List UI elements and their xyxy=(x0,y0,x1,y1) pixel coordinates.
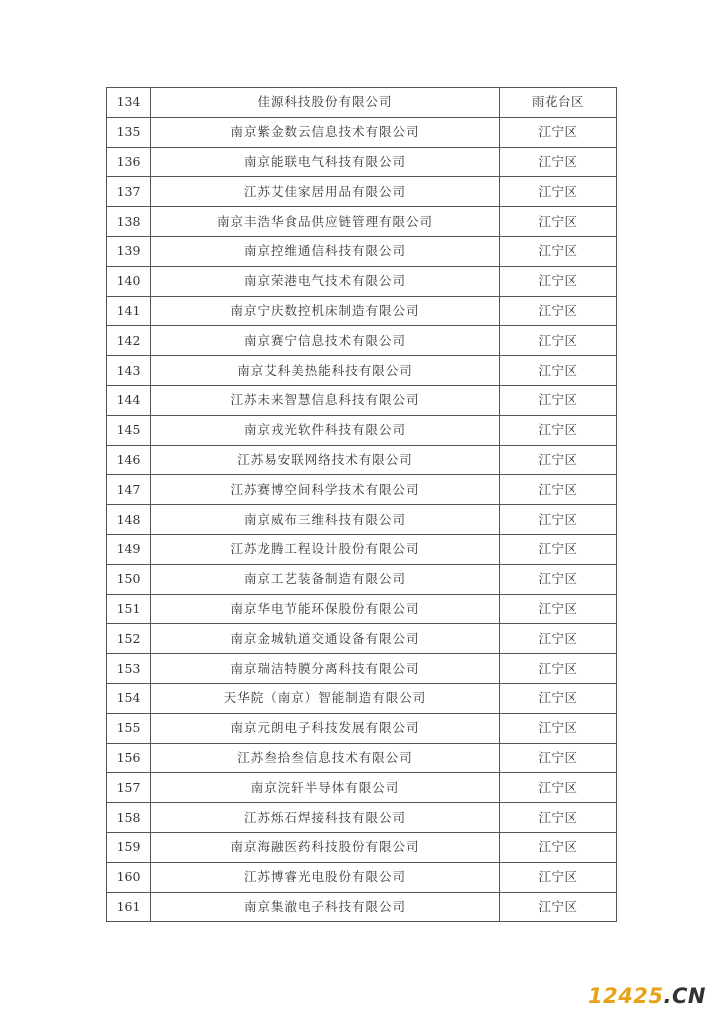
table-row xyxy=(107,594,617,624)
row-number-cell: 159 xyxy=(107,832,151,862)
table-row xyxy=(107,356,617,386)
company-name-cell: 南京艾科美热能科技有限公司 xyxy=(151,356,500,386)
row-number-cell: 149 xyxy=(107,534,151,564)
table-row xyxy=(107,743,617,773)
row-number-cell: 146 xyxy=(107,445,151,475)
company-name-cell: 南京元朗电子科技发展有限公司 xyxy=(151,713,500,743)
company-name-cell: 南京华电节能环保股份有限公司 xyxy=(151,594,500,624)
company-name-cell: 南京集澈电子科技有限公司 xyxy=(151,892,500,922)
district-cell: 江宁区 xyxy=(500,743,617,773)
district-cell: 江宁区 xyxy=(500,534,617,564)
table-row xyxy=(107,475,617,505)
district-cell: 江宁区 xyxy=(500,326,617,356)
district-cell: 江宁区 xyxy=(500,207,617,237)
company-name-cell: 南京荣港电气技术有限公司 xyxy=(151,266,500,296)
table-row xyxy=(107,564,617,594)
row-number-cell: 140 xyxy=(107,266,151,296)
table-row xyxy=(107,773,617,803)
district-cell: 江宁区 xyxy=(500,803,617,833)
row-number-cell: 144 xyxy=(107,385,151,415)
company-name-cell: 江苏艾佳家居用品有限公司 xyxy=(151,177,500,207)
district-cell: 江宁区 xyxy=(500,445,617,475)
district-cell: 江宁区 xyxy=(500,117,617,147)
company-name-cell: 南京控维通信科技有限公司 xyxy=(151,236,500,266)
district-cell: 江宁区 xyxy=(500,296,617,326)
row-number-cell: 147 xyxy=(107,475,151,505)
table-row xyxy=(107,862,617,892)
company-name-cell: 南京金城轨道交通设备有限公司 xyxy=(151,624,500,654)
table-row xyxy=(107,803,617,833)
company-list-table xyxy=(106,87,617,922)
company-name-cell: 江苏易安联网络技术有限公司 xyxy=(151,445,500,475)
company-name-cell: 江苏赛博空间科学技术有限公司 xyxy=(151,475,500,505)
watermark-digits: 12425 xyxy=(587,984,664,1008)
company-name-cell: 江苏烁石焊接科技有限公司 xyxy=(151,803,500,833)
district-cell: 江宁区 xyxy=(500,385,617,415)
row-number-cell: 156 xyxy=(107,743,151,773)
row-number-cell: 150 xyxy=(107,564,151,594)
table-row xyxy=(107,117,617,147)
site-watermark-logo xyxy=(588,984,706,1008)
table-row xyxy=(107,177,617,207)
row-number-cell: 138 xyxy=(107,207,151,237)
company-name-cell: 南京戎光软件科技有限公司 xyxy=(151,415,500,445)
district-cell: 江宁区 xyxy=(500,654,617,684)
table-row xyxy=(107,415,617,445)
table-row xyxy=(107,266,617,296)
district-cell: 江宁区 xyxy=(500,236,617,266)
table-row xyxy=(107,534,617,564)
table-row xyxy=(107,832,617,862)
district-cell: 江宁区 xyxy=(500,356,617,386)
company-name-cell: 南京瑞洁特膜分离科技有限公司 xyxy=(151,654,500,684)
table-row xyxy=(107,654,617,684)
table-row xyxy=(107,892,617,922)
table-row xyxy=(107,505,617,535)
row-number-cell: 161 xyxy=(107,892,151,922)
district-cell: 江宁区 xyxy=(500,773,617,803)
district-cell: 江宁区 xyxy=(500,266,617,296)
table-row xyxy=(107,147,617,177)
district-cell: 雨花台区 xyxy=(500,88,617,118)
row-number-cell: 155 xyxy=(107,713,151,743)
row-number-cell: 153 xyxy=(107,654,151,684)
row-number-cell: 141 xyxy=(107,296,151,326)
company-name-cell: 佳源科技股份有限公司 xyxy=(151,88,500,118)
district-cell: 江宁区 xyxy=(500,892,617,922)
table-row xyxy=(107,236,617,266)
row-number-cell: 136 xyxy=(107,147,151,177)
district-cell: 江宁区 xyxy=(500,505,617,535)
row-number-cell: 142 xyxy=(107,326,151,356)
row-number-cell: 135 xyxy=(107,117,151,147)
table-row xyxy=(107,683,617,713)
company-name-cell: 南京丰浩华食品供应链管理有限公司 xyxy=(151,207,500,237)
company-name-cell: 南京紫金数云信息技术有限公司 xyxy=(151,117,500,147)
company-name-cell: 江苏龙腾工程设计股份有限公司 xyxy=(151,534,500,564)
district-cell: 江宁区 xyxy=(500,147,617,177)
district-cell: 江宁区 xyxy=(500,415,617,445)
table-row xyxy=(107,713,617,743)
watermark-suffix: .CN xyxy=(663,984,706,1008)
row-number-cell: 134 xyxy=(107,88,151,118)
company-name-cell: 南京能联电气科技有限公司 xyxy=(151,147,500,177)
district-cell: 江宁区 xyxy=(500,683,617,713)
table-row xyxy=(107,385,617,415)
row-number-cell: 160 xyxy=(107,862,151,892)
company-name-cell: 南京赛宁信息技术有限公司 xyxy=(151,326,500,356)
district-cell: 江宁区 xyxy=(500,862,617,892)
district-cell: 江宁区 xyxy=(500,713,617,743)
company-name-cell: 江苏博睿光电股份有限公司 xyxy=(151,862,500,892)
table-row xyxy=(107,624,617,654)
row-number-cell: 139 xyxy=(107,236,151,266)
district-cell: 江宁区 xyxy=(500,832,617,862)
row-number-cell: 152 xyxy=(107,624,151,654)
table-body xyxy=(107,88,617,922)
company-name-cell: 天华院（南京）智能制造有限公司 xyxy=(151,683,500,713)
table-row xyxy=(107,88,617,118)
district-cell: 江宁区 xyxy=(500,594,617,624)
district-cell: 江宁区 xyxy=(500,624,617,654)
row-number-cell: 137 xyxy=(107,177,151,207)
row-number-cell: 157 xyxy=(107,773,151,803)
company-name-cell: 江苏未来智慧信息科技有限公司 xyxy=(151,385,500,415)
row-number-cell: 158 xyxy=(107,803,151,833)
row-number-cell: 145 xyxy=(107,415,151,445)
company-name-cell: 南京海融医药科技股份有限公司 xyxy=(151,832,500,862)
row-number-cell: 151 xyxy=(107,594,151,624)
company-name-cell: 南京工艺装备制造有限公司 xyxy=(151,564,500,594)
table-row xyxy=(107,326,617,356)
row-number-cell: 154 xyxy=(107,683,151,713)
table-row xyxy=(107,296,617,326)
company-name-cell: 南京宁庆数控机床制造有限公司 xyxy=(151,296,500,326)
row-number-cell: 143 xyxy=(107,356,151,386)
table-row xyxy=(107,207,617,237)
company-name-cell: 南京浣轩半导体有限公司 xyxy=(151,773,500,803)
company-name-cell: 南京威布三维科技有限公司 xyxy=(151,505,500,535)
row-number-cell: 148 xyxy=(107,505,151,535)
district-cell: 江宁区 xyxy=(500,564,617,594)
district-cell: 江宁区 xyxy=(500,177,617,207)
table-row xyxy=(107,445,617,475)
company-name-cell: 江苏叁拾叁信息技术有限公司 xyxy=(151,743,500,773)
district-cell: 江宁区 xyxy=(500,475,617,505)
